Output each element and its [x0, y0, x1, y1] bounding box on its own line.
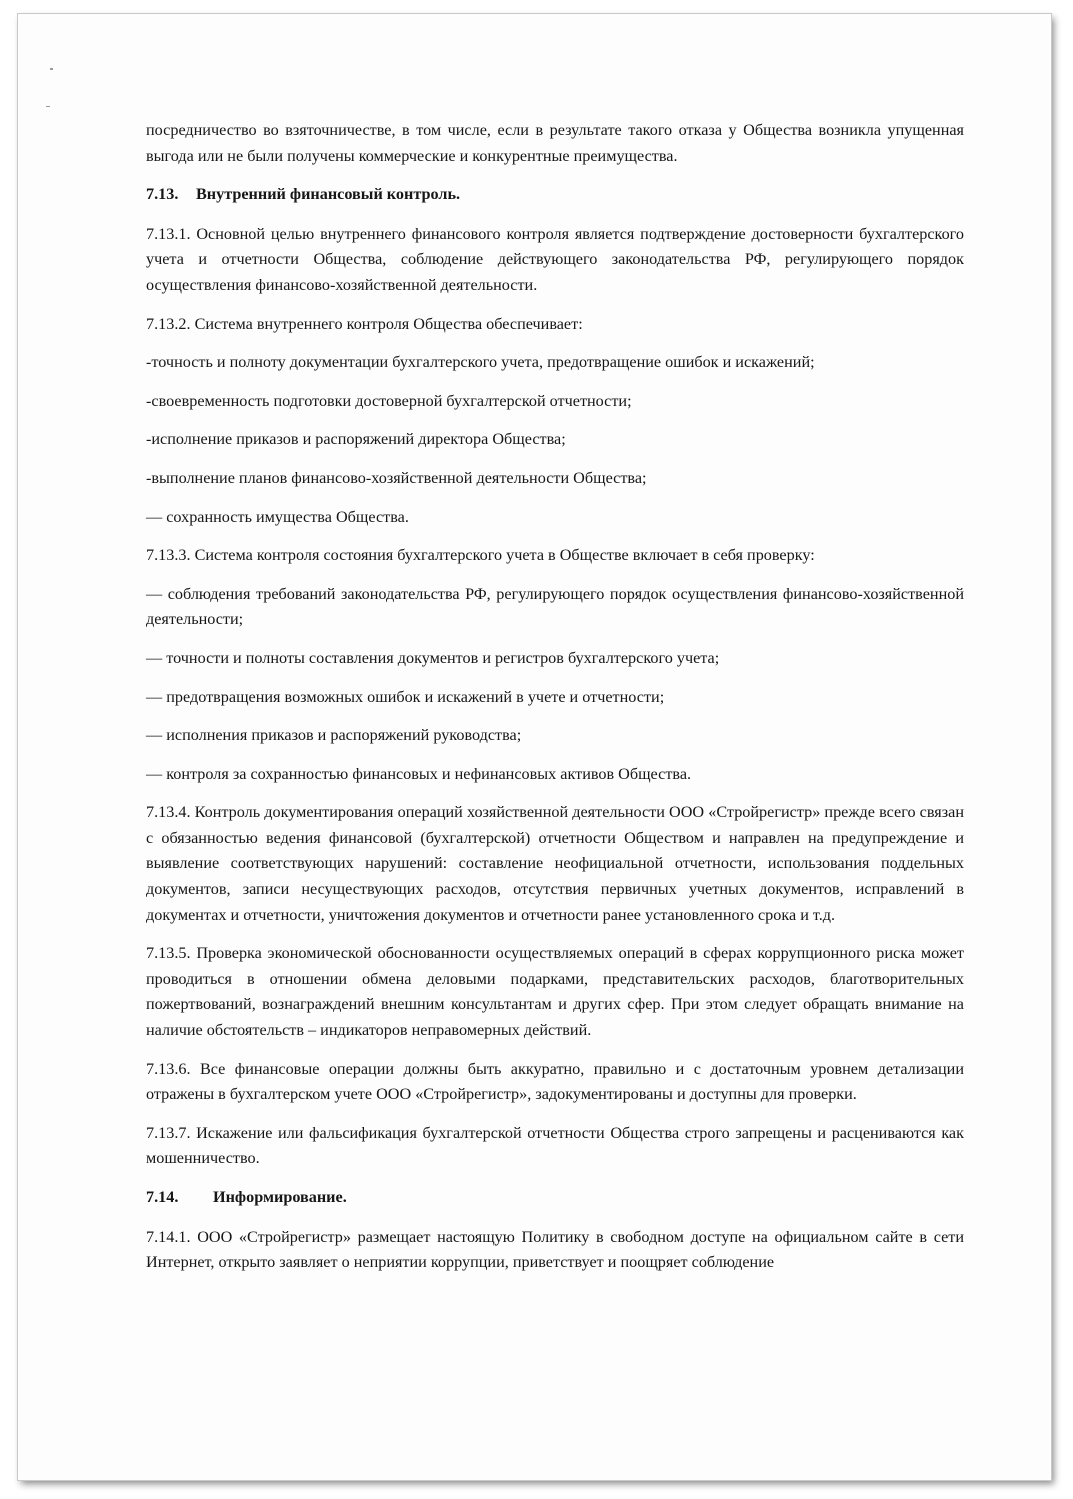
paragraph-7-14-1: 7.14.1. ООО «Стройрегистр» размещает настоящую Политику в свободном доступе на официальном сайте в сети Интернет, открыто заявляет о неприятии коррупции, приветствует и поощряет соблюдение	[146, 1227, 964, 1272]
list-item: — исполнения приказов и распоряжений руководства;	[146, 726, 522, 745]
list-item: -выполнение планов финансово-хозяйственной деятельности Общества;	[146, 468, 647, 487]
section-heading-7-13	[146, 182, 964, 208]
document-page	[18, 14, 1051, 1480]
paragraph-intro: посредничество во взяточничестве, в том числе, если в результате такого отказа у Общества возникла упущенная выгода или не были получены коммерческие и конкурентные преимущества.	[146, 121, 964, 165]
list-item: -своевременность подготовки достоверной бухгалтерской отчетности;	[146, 391, 632, 410]
paragraph-7-13-5: 7.13.5. Проверка экономической обоснованности осуществляемых операций в сферах коррупционного риска может проводиться в отношении обмена деловыми подарками, представительских расходов, благотворительных пожертвований, вознаграждений внешним консультантам и других сфер. При этом следует обращать внимание на наличие обстоятельств – индикаторов неправомерных действий.	[146, 944, 964, 1040]
scan-speck	[50, 68, 53, 70]
paragraph-7-13-4: 7.13.4. Контроль документирования операций хозяйственной деятельности ООО «Стройрегистр» прежде всего связан с обязанностью ведения финансовой (бухгалтерской) отчетности Обществом и направлен на предупреждение и выявление соответствующих нарушений: составление неофициальной отчетности, использования поддельных документов, записи несуществующих расходов, отсутствия первичных учетных документов, исправлений в документах и отчетности, уничтожения документов и отчетности ранее установленного срока и т.д.	[146, 803, 964, 924]
section-heading-7-14	[146, 1185, 964, 1211]
list-item: -исполнение приказов и распоряжений директора Общества;	[146, 430, 566, 449]
paragraph-7-13-7: 7.13.7. Искажение или фальсификация бухгалтерской отчетности Общества строго запрещены и расцениваются как мошенничество.	[146, 1123, 964, 1168]
scan-speck	[46, 106, 50, 107]
paragraph-7-13-2: 7.13.2. Система внутреннего контроля Общества обеспечивает:	[146, 314, 583, 333]
paragraph-7-13-6: 7.13.6. Все финансовые операции должны быть аккуратно, правильно и с достаточным уровнем детализации отражены в бухгалтерском учете ООО «Стройрегистр», задокументированы и доступны для проверки.	[146, 1059, 964, 1104]
list-item: — предотвращения возможных ошибок и искажений в учете и отчетности;	[146, 687, 665, 706]
section-title: Внутренний финансовый контроль.	[196, 185, 461, 204]
list-item: — точности и полноты составления документов и регистров бухгалтерского учета;	[146, 648, 720, 667]
section-number: 7.13.	[146, 185, 179, 204]
section-title: Информирование.	[213, 1188, 347, 1206]
list-item: — соблюдения требований законодательства РФ, регулирующего порядок осуществления финансово-хозяйственной деятельности;	[146, 584, 964, 629]
paragraph-7-13-3: 7.13.3. Система контроля состояния бухгалтерского учета в Обществе включает в себя проверку:	[146, 546, 815, 565]
list-item: -точность и полноту документации бухгалтерского учета, предотвращение ошибок и искажений;	[146, 353, 815, 372]
list-item: — сохранность имущества Общества.	[146, 507, 409, 526]
list-item: — контроля за сохранностью финансовых и нефинансовых активов Общества.	[146, 764, 692, 783]
section-number: 7.14.	[146, 1188, 179, 1206]
paragraph-7-13-1: 7.13.1. Основной целью внутреннего финансового контроля является подтверждение достоверности бухгалтерского учета и отчетности Общества, соблюдение действующего законодательства РФ, регулирующего порядок осуществления финансово-хозяйственной деятельности.	[146, 224, 964, 294]
document-body	[146, 118, 964, 1289]
